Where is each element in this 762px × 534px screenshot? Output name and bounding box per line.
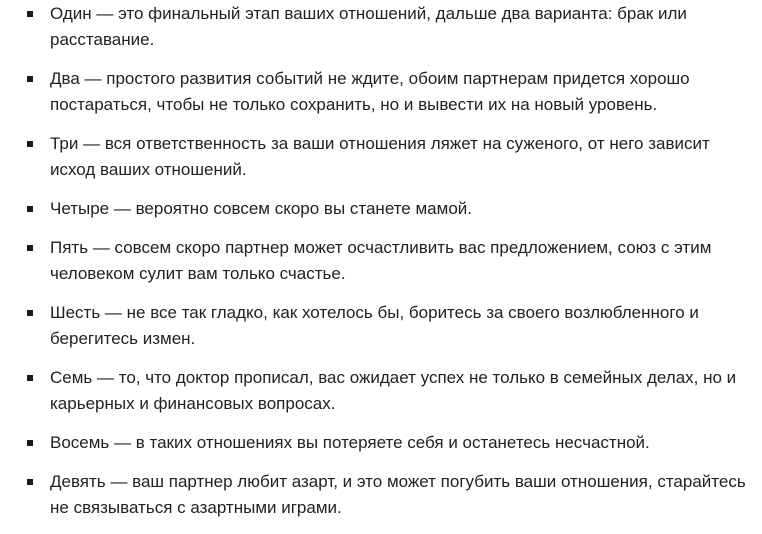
list-item bbox=[0, 469, 762, 521]
square-bullet-icon bbox=[27, 245, 33, 251]
square-bullet-icon bbox=[27, 479, 33, 485]
square-bullet-icon bbox=[27, 11, 33, 17]
square-bullet-icon bbox=[27, 440, 33, 446]
list-item-text: Семь — то, что доктор прописал, вас ожидает успех не только в семейных делах, но и карьерных и финансовых вопросах. bbox=[50, 368, 737, 413]
list-item-text: Четыре — вероятно совсем скоро вы станете мамой. bbox=[50, 199, 472, 218]
list-item-text: Три — вся ответственность за ваши отношения ляжет на суженого, от него зависит исход ваших отношений. bbox=[50, 134, 710, 179]
list-item-text: Один — это финальный этап ваших отношений, дальше два варианта: брак или расставание. bbox=[50, 4, 687, 49]
list-item-text: Пять — совсем скоро партнер может осчастливить вас предложением, союз с этим человеком сулит вам только счастье. bbox=[50, 238, 712, 283]
square-bullet-icon bbox=[27, 206, 33, 212]
list-item bbox=[0, 235, 762, 287]
list-item bbox=[0, 196, 762, 222]
list-item-text: Два — простого развития событий не ждите, обоим партнерам придется хорошо постараться, чтобы не только сохранить, но и вывести их на новый уровень. bbox=[50, 69, 690, 114]
list-item bbox=[0, 365, 762, 417]
bullet-list bbox=[0, 1, 762, 534]
square-bullet-icon bbox=[27, 310, 33, 316]
list-item-text: Девять — ваш партнер любит азарт, и это может погубить ваши отношения, старайтесь не связываться с азартными играми. bbox=[50, 472, 746, 517]
list-item-text: Шесть — не все так гладко, как хотелось бы, боритесь за своего возлюбленного и берегитесь измен. bbox=[50, 303, 699, 348]
list-item bbox=[0, 430, 762, 456]
list-item bbox=[0, 300, 762, 352]
list-item bbox=[0, 131, 762, 183]
list-item-text: Восемь — в таких отношениях вы потеряете себя и останетесь несчастной. bbox=[50, 433, 650, 452]
square-bullet-icon bbox=[27, 141, 33, 147]
list-item bbox=[0, 66, 762, 118]
list-item bbox=[0, 1, 762, 53]
square-bullet-icon bbox=[27, 375, 33, 381]
square-bullet-icon bbox=[27, 76, 33, 82]
